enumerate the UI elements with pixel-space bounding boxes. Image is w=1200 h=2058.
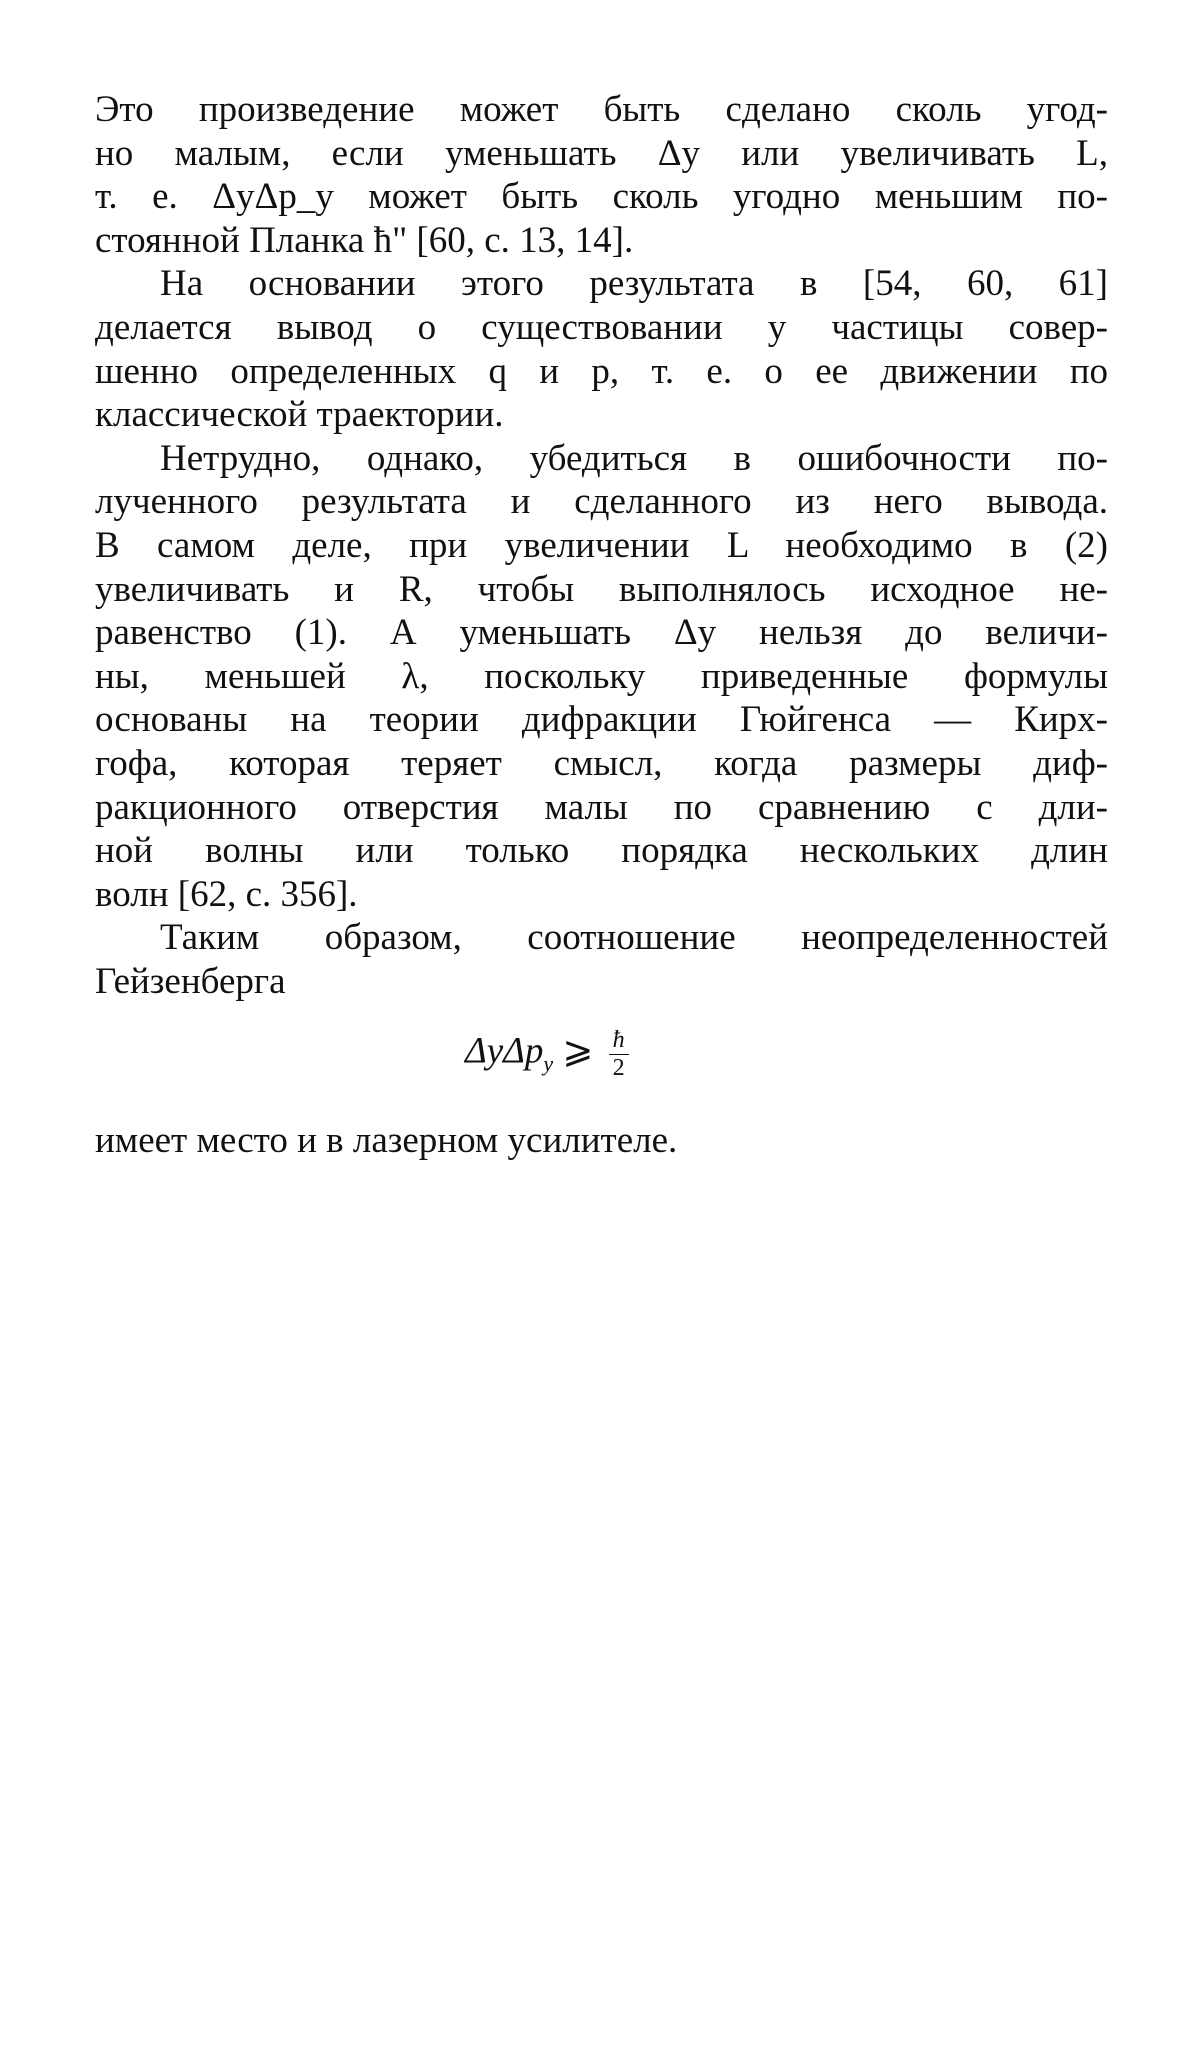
text-line: увеличивать и R, чтобы выполнялось исходное не- <box>95 568 1108 610</box>
formula-fraction <box>609 1027 629 1081</box>
formula-denominator: 2 <box>612 1054 625 1081</box>
text-line: Нетрудно, однако, убедиться в ошибочности по- <box>160 437 1108 479</box>
text-line: делается вывод о существовании у частицы совер- <box>95 306 1108 348</box>
paragraph-4 <box>95 916 1108 1003</box>
paragraph-2 <box>95 262 1108 436</box>
text-line: основаны на теории дифракции Гюйгенса — Кирх- <box>95 699 1108 741</box>
text-line: лученного результата и сделанного из него вывода. <box>95 481 1108 523</box>
text-line: но малым, если уменьшать Δy или увеличивать L, <box>95 132 1108 174</box>
text-line: Это произведение может быть сделано сколь угод- <box>95 89 1108 130</box>
text-line: ной волны или только порядка нескольких длин <box>95 830 1108 872</box>
text-line: стоянной Планка ħ" [60, с. 13, 14]. <box>95 219 634 261</box>
text-line: волн [62, с. 356]. <box>95 873 358 915</box>
text-line: имеет место и в лазерном усилителе. <box>95 1120 678 1162</box>
text-line: Таким образом, соотношение неопределенностей <box>160 917 1108 959</box>
text-line: равенство (1). А уменьшать Δy нельзя до величи- <box>95 612 1108 654</box>
formula-numerator: ħ <box>609 1027 629 1054</box>
formula-relation: ⩾ <box>553 1030 603 1072</box>
body-text <box>95 88 1108 1163</box>
text-line: гофа, которая теряет смысл, когда размеры диф- <box>95 742 1108 784</box>
text-line: На основании этого результата в [54, 60, 61] <box>160 263 1108 305</box>
text-line: т. е. ΔyΔp_y может быть сколь угодно меньшим по- <box>95 176 1108 218</box>
text-line: ны, меньшей λ, поскольку приведенные формулы <box>95 655 1108 697</box>
text-line: Гейзенберга <box>95 960 286 1002</box>
formula-subscript: y <box>543 1051 554 1077</box>
formula-lhs: ΔyΔp <box>465 1030 544 1072</box>
paragraph-1 <box>95 88 1108 262</box>
text-line: шенно определенных q и p, т. е. о ее движении по <box>95 350 1108 392</box>
text-line: классической траектории. <box>95 394 504 436</box>
text-line: ракционного отверстия малы по сравнению с дли- <box>95 786 1108 828</box>
formula-expression <box>465 1027 629 1081</box>
text-line: В самом деле, при увеличении L необходимо в (2) <box>95 524 1108 566</box>
uncertainty-formula <box>95 1003 1108 1119</box>
paragraph-3 <box>95 437 1108 917</box>
closing-paragraph <box>95 1119 1108 1163</box>
